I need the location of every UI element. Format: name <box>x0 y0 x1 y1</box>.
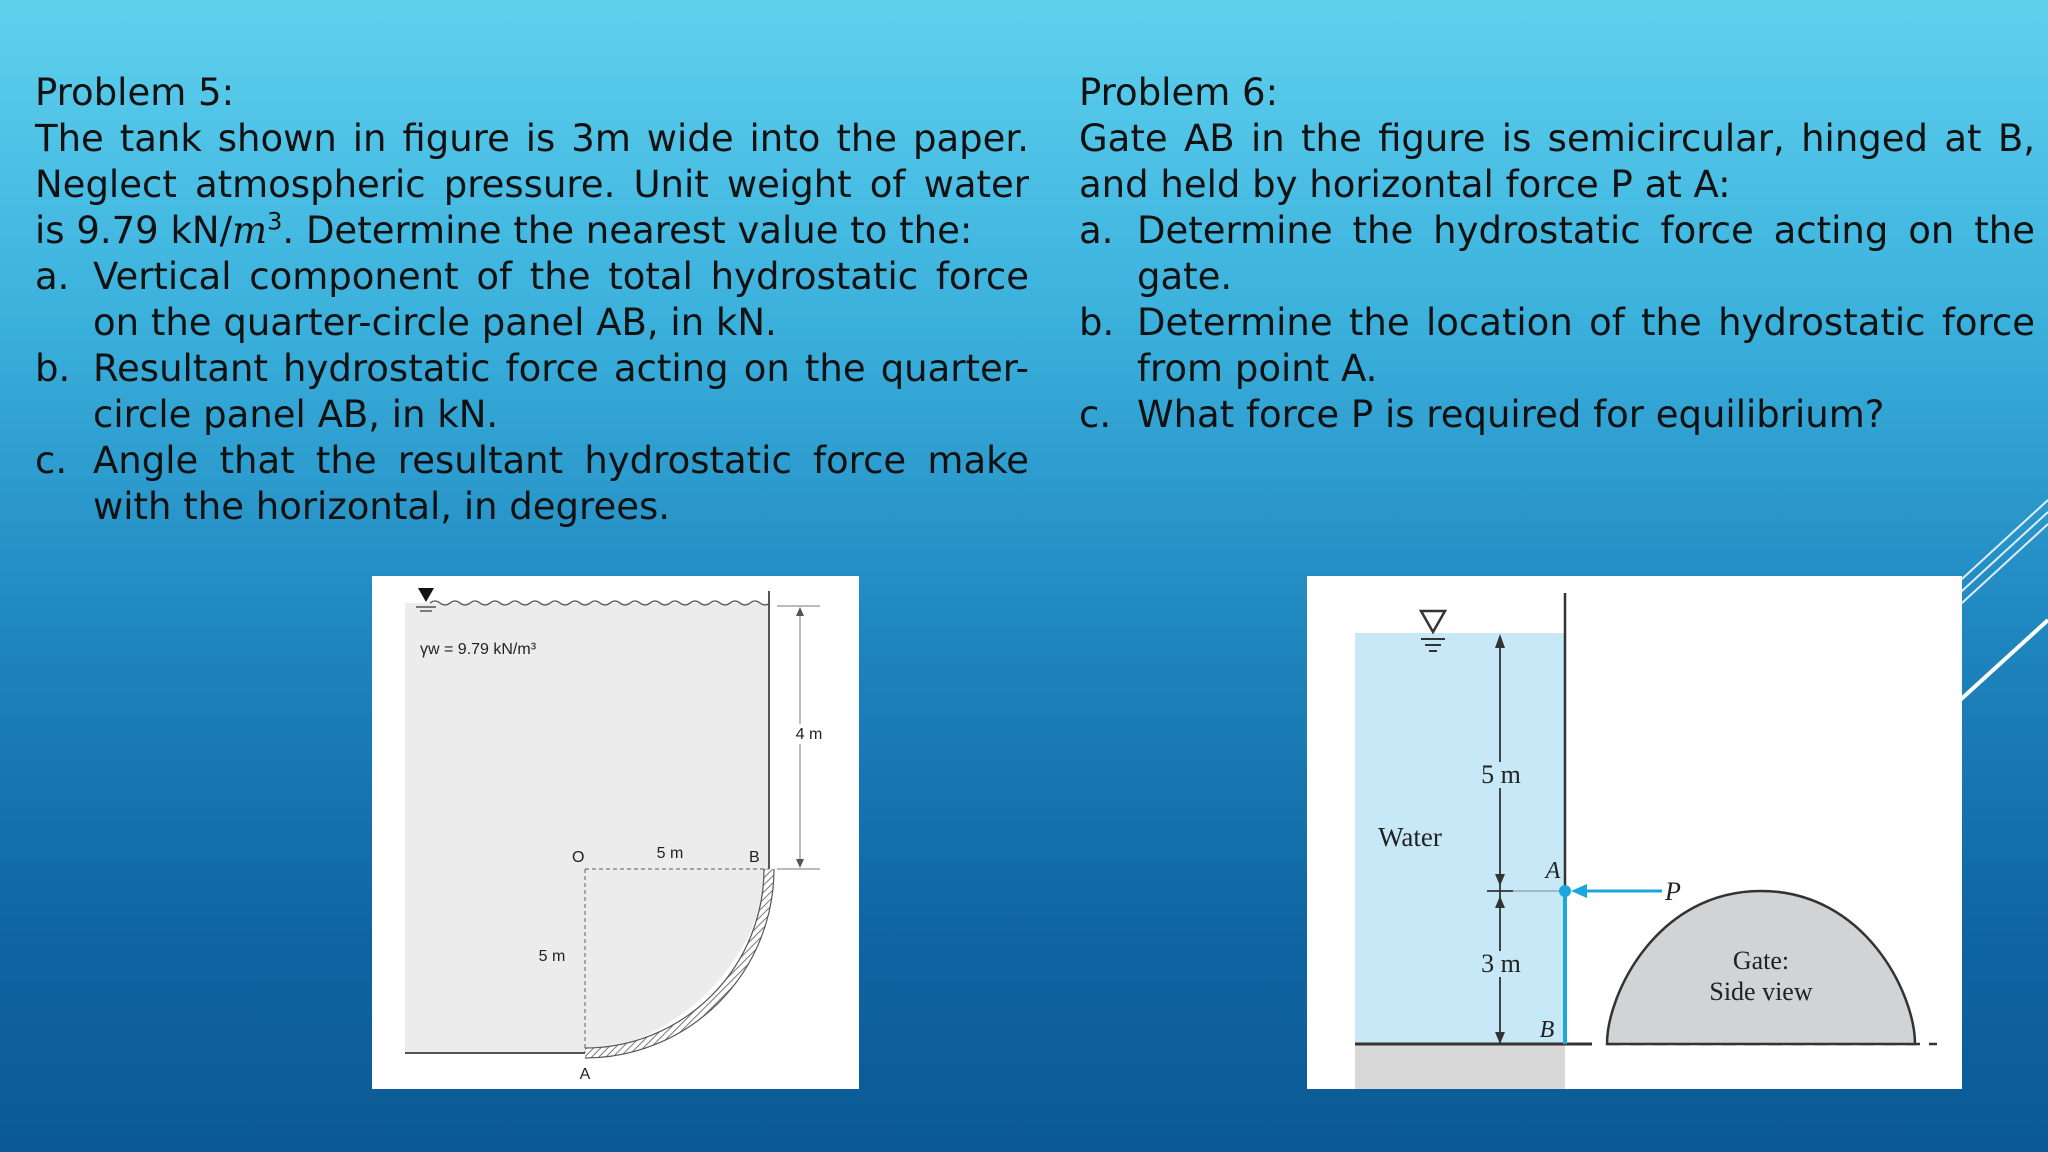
list-item-text: Determine the location of the hydrostatic force from point A. <box>1137 301 2035 390</box>
problem-5-figure <box>372 576 859 1089</box>
list-item <box>1079 300 2035 392</box>
problem-6-text <box>1079 70 2035 438</box>
problem-5-intro <box>35 116 1029 254</box>
point-b-label: B <box>1539 1017 1555 1043</box>
dimension-3m-label: 3 m <box>1481 949 1521 978</box>
dimension-5m-vertical-label: 5 m <box>538 948 566 965</box>
free-surface-triangle-icon <box>418 588 434 602</box>
decorative-diagonal-lines <box>1950 480 2048 710</box>
decorative-line <box>1950 500 2048 590</box>
list-marker: c. <box>35 439 68 482</box>
ground-shading <box>1355 1044 1565 1089</box>
problem-5-heading: Problem 5: <box>35 71 235 114</box>
list-item-text: Vertical component of the total hydrostatic force on the quarter-circle panel AB, in kN. <box>93 255 1029 344</box>
gate-label-line-1: Gate: <box>1732 946 1790 975</box>
arrow-head-icon <box>796 859 804 868</box>
unit-weight-label: γw = 9.79 kN/m³ <box>420 641 537 658</box>
list-marker: a. <box>1079 209 1114 252</box>
problem-5-intro-end: . Determine the nearest value to the: <box>282 209 973 252</box>
problem-5-intro-text: The tank shown in figure is 3m wide into the paper. Neglect atmospheric pressure. Unit weight of water is 9.79 kN/ <box>35 117 1029 252</box>
list-marker: a. <box>35 255 70 298</box>
point-a-marker <box>1559 885 1571 897</box>
list-item-text: What force P is required for equilibrium? <box>1137 393 1885 436</box>
unit-exponent: 3 <box>267 207 283 236</box>
dimension-4m-label: 4 m <box>795 726 823 743</box>
list-item <box>35 254 1029 346</box>
list-item-text: Determine the hydrostatic force acting on the gate. <box>1137 209 2035 298</box>
problem-5-text <box>35 70 1029 530</box>
force-p-label: P <box>1665 877 1681 906</box>
point-b-label: B <box>749 849 760 866</box>
list-item <box>1079 208 2035 300</box>
decorative-line <box>1950 512 2048 602</box>
list-marker: b. <box>1079 301 1115 344</box>
water-label: Water <box>1378 822 1442 852</box>
point-a-label: A <box>579 1066 591 1083</box>
force-p-arrow-head-icon <box>1571 884 1587 898</box>
decorative-line <box>1958 620 2048 702</box>
gate-diagram <box>1307 576 1962 1089</box>
list-item <box>35 438 1029 530</box>
point-a-label: A <box>1545 858 1561 884</box>
list-item <box>35 346 1029 438</box>
list-item-text: Angle that the resultant hydrostatic force make with the horizontal, in degrees. <box>93 439 1029 528</box>
problem-6-list <box>1079 208 2035 438</box>
tank-diagram <box>372 576 859 1089</box>
problem-5-list <box>35 254 1029 530</box>
list-item-text: Resultant hydrostatic force acting on the quarter-circle panel AB, in kN. <box>93 347 1029 436</box>
problem-6-intro: Gate AB in the figure is semicircular, hinged at B, and held by horizontal force P at A: <box>1079 117 2035 206</box>
dimension-5m-horizontal-label: 5 m <box>656 845 684 862</box>
water-region <box>1355 633 1565 1081</box>
gate-label-line-2: Side view <box>1709 977 1813 1006</box>
decorative-line <box>1950 524 2048 614</box>
list-marker: b. <box>35 347 71 390</box>
problem-6-figure <box>1307 576 1962 1089</box>
free-surface-triangle-icon <box>1421 611 1445 632</box>
list-item <box>1079 392 2035 438</box>
water-region <box>405 603 769 1053</box>
list-marker: c. <box>1079 393 1112 436</box>
point-o-label: O <box>572 849 585 866</box>
arrow-head-icon <box>796 607 804 616</box>
unit-m: m <box>232 209 268 252</box>
dimension-5m-label: 5 m <box>1481 760 1521 789</box>
problem-6-heading: Problem 6: <box>1079 71 1279 114</box>
